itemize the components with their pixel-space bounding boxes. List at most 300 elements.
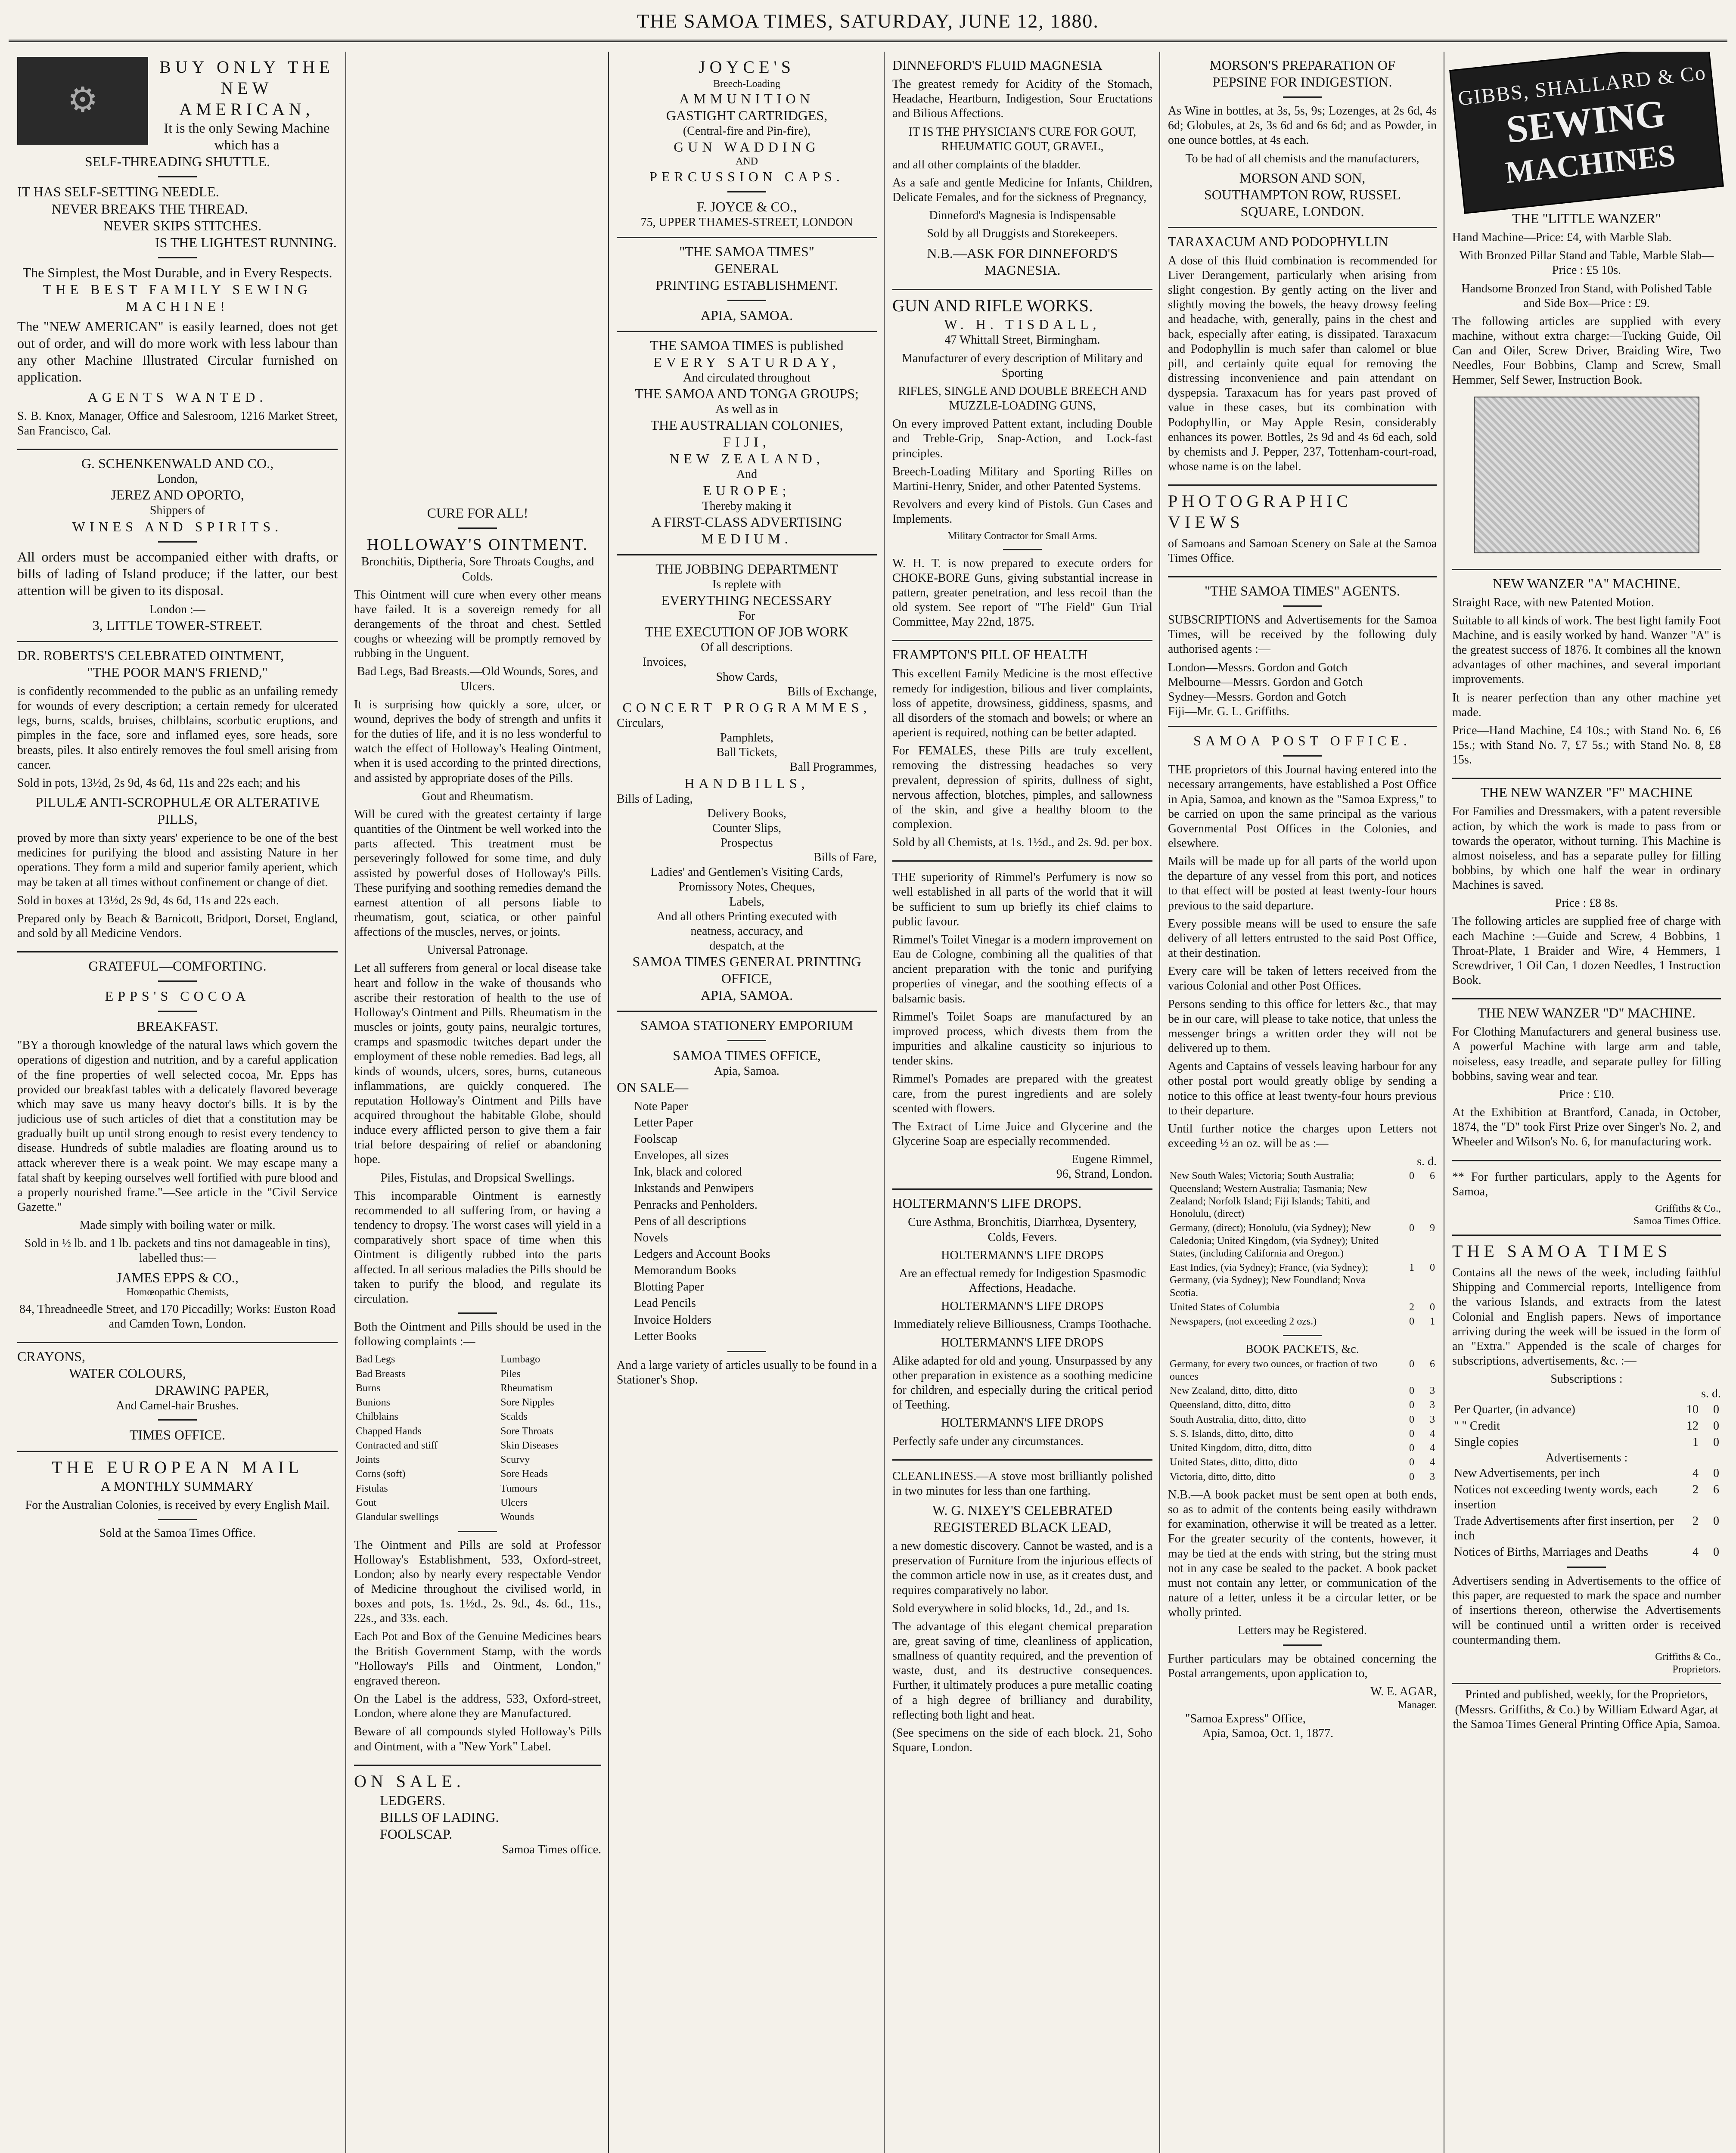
table-row — [354, 1353, 601, 1367]
mail-title: THE EUROPEAN MAIL — [52, 1457, 303, 1477]
post-p2: Mails will be made up for all parts of the world upon the departure of any vessel from this port, and notices to that effect will be posted at least twenty-four hours previous to the said departure. — [1168, 855, 1437, 912]
post-p1: THE proprietors of this Journal having entered into the necessary arrangements, have established a Post Office in Apia, Samoa, and known as the "Samoa Express," to be carried on upon the same principal as the various Governmental Post Offices in the Colonies, and elsewhere. — [1168, 763, 1437, 850]
agents-ad — [1168, 577, 1437, 727]
holloway-ad — [354, 499, 601, 1766]
holloway-universal: Universal Patronage. — [427, 943, 528, 957]
gun-address: 47 Whittall Street, Birmingham. — [944, 333, 1100, 347]
ad-s: 4 — [1693, 1467, 1699, 1480]
complaint-cell: Gout — [356, 1497, 376, 1509]
holtermann-h5: HOLTERMANN'S LIFE DROPS — [941, 1416, 1104, 1430]
joyce-cartridges: GASTIGHT CARTRIDGES, — [666, 108, 828, 124]
joyce-caps: PERCUSSION CAPS. — [649, 168, 844, 184]
job-line: Bills of Exchange, — [787, 685, 877, 698]
photo-title: PHOTOGRAPHIC VIEWS — [1168, 491, 1353, 532]
post-p3: Every possible means will be used to ensure the safe delivery of all letters entrusted to the said Post Office, at their destination. — [1168, 917, 1437, 960]
morson-addr1: SOUTHAMPTON ROW, RUSSEL — [1204, 186, 1401, 202]
gun-name: W. H. TISDALL, — [944, 316, 1101, 332]
morson-p2: To be had of all chemists and the manufacturers, — [1185, 152, 1419, 165]
rate-dest: Germany, (direct); Honolulu, (via Sydney); New Caledonia; United Kingdom, (via Sydney); United States, (including California and Oregon.) — [1170, 1222, 1379, 1259]
table-row — [1452, 1402, 1721, 1418]
complaint-cell: Lumbago — [500, 1354, 540, 1365]
roberts-prepared: Prepared only by Beach & Barnicott, Bridport, Dorset, England, and sold by all Medicine Vendors. — [17, 912, 338, 940]
sewing-machine-engraving — [1474, 397, 1699, 553]
rate-d: 4 — [1430, 1457, 1435, 1468]
american-line2: SELF-THREADING SHUTTLE. — [84, 154, 270, 170]
complaint-cell: Sore Nipples — [500, 1397, 554, 1408]
on-sale-title: ON SALE. — [354, 1771, 465, 1791]
job-line: Counter Slips, — [712, 821, 782, 835]
joyce-ad — [617, 52, 877, 238]
rimmel-sig: Eugene Rimmel, — [1071, 1153, 1152, 1166]
times-title: THE SAMOA TIMES — [1452, 1241, 1672, 1261]
complaints-table — [354, 1353, 601, 1524]
epps-made: Made simply with boiling water or milk. — [79, 1219, 276, 1232]
d-p1: For Clothing Manufacturers and general business use. A powerful Machine with large arm and table, noiseless, easy treadle, and separate pulley for filling bobbins, saving wear and tear. — [1452, 1025, 1721, 1083]
pub-line: MEDIUM. — [701, 530, 792, 546]
table-row — [354, 1410, 601, 1424]
pub-line: THE AUSTRALIAN COLONIES, — [650, 417, 843, 433]
job-line: THE EXECUTION OF JOB WORK — [645, 624, 849, 640]
rimmel-p5: The Extract of Lime Juice and Glycerine and the Glycerine Soap are especially recommended. — [892, 1120, 1152, 1148]
job-line: Invoices, — [643, 655, 686, 669]
gun-p7: W. H. T. is now prepared to execute orders for CHOKE-BORE Guns, giving substantial increase in pattern, greater penetration, and less recoil than the old system. See report of "The Field" Gun Trial Committee, May 22nd, 1875. — [892, 556, 1152, 629]
crayons-office: TIMES OFFICE. — [129, 1427, 226, 1443]
table-row — [1168, 1455, 1437, 1470]
emporium-list — [617, 1098, 877, 1345]
dinneford-ad — [892, 52, 1152, 290]
ad-item: Notices of Births, Marriages and Deaths — [1454, 1545, 1648, 1559]
divider — [158, 980, 197, 982]
imprint: Printed and published, weekly, for the Proprietors, (Messrs. Griffiths, & Co.) by William Edward Agar, at the Samoa Times General Printing Office Apia, Samoa. — [1453, 1688, 1720, 1731]
ad-d: 0 — [1713, 1467, 1719, 1480]
rate-d: 4 — [1430, 1428, 1435, 1439]
job-line: Delivery Books, — [707, 807, 786, 820]
post-manager: Manager. — [1398, 1700, 1437, 1711]
divider — [458, 1312, 497, 1314]
subscription-table — [1452, 1402, 1721, 1451]
job-line: Promissory Notes, Cheques, — [678, 880, 815, 894]
nixey-ad — [892, 1461, 1152, 1766]
ad-d: 0 — [1713, 1545, 1719, 1559]
complaint-cell: Contracted and stiff — [356, 1439, 438, 1451]
rimmel-p1: THE superiority of Rimmel's Perfumery is now so well established in all parts of the world that it will be sufficient to sum up briefly its chief claims to public favour. — [892, 871, 1152, 928]
holtermann-p2: Are an effectual remedy for Indigestion Spasmodic Affections, Headache. — [899, 1266, 1146, 1295]
divider — [1283, 755, 1322, 757]
complaint-cell: Bunions — [356, 1397, 391, 1408]
post-date: Apia, Samoa, Oct. 1, 1877. — [1202, 1727, 1334, 1740]
divider — [158, 257, 197, 258]
job-line: Labels, — [729, 895, 764, 909]
rate-d: 3 — [1430, 1385, 1435, 1397]
holloway-cure: CURE FOR ALL! — [427, 505, 528, 521]
nixey-p2: a new domestic discovery. Cannot be wasted, and is a preservation of Furniture from the injurious effects of the common article now in use, as it creates dust, and requires comparatively no labor. — [892, 1539, 1152, 1597]
complaint-cell: Bad Legs — [356, 1354, 395, 1365]
sewing-machine-illustration — [17, 57, 148, 145]
column-3 — [608, 52, 885, 2153]
table-row — [354, 1439, 601, 1453]
mail-sold: Sold at the Samoa Times Office. — [99, 1526, 256, 1540]
divider — [458, 1531, 497, 1532]
divider — [1283, 605, 1322, 607]
gun-p1: Manufacturer of every description of Military and Sporting — [902, 351, 1143, 380]
holloway-title: HOLLOWAY'S OINTMENT. — [366, 536, 589, 554]
pub-line: A FIRST-CLASS ADVERTISING — [651, 514, 842, 530]
nixey-title1: W. G. NIXEY'S CELEBRATED — [932, 1502, 1112, 1518]
schenkenwald-address: 3, LITTLE TOWER-STREET. — [92, 617, 263, 633]
list-item: Lead Pencils — [634, 1297, 696, 1310]
dinneford-p1: The greatest remedy for Acidity of the Stomach, Headache, Heartburn, Indigestion, Sour Eructations and Bilious Affections. — [892, 78, 1152, 121]
little-p3: Handsome Bronzed Iron Stand, with Polished Table and Side Box—Price : £9. — [1461, 282, 1712, 310]
nixey-p5: (See specimens on the side of each block. 21, Soho Square, London. — [892, 1726, 1152, 1755]
job-line: Prospectus — [720, 836, 773, 850]
dinneford-p3: and all other complaints of the bladder. — [892, 158, 1081, 171]
frampton-ad — [892, 641, 1152, 862]
rate-s: 0 — [1409, 1457, 1414, 1468]
roberts-body2: proved by more than sixty years' experience to be one of the best medicines for purifying the blood and assisting Nature in her operations. They form a mild and superior family aperient, which may be taken at all times without confinement or change of diet. — [17, 831, 338, 889]
table-row — [1452, 1465, 1721, 1482]
job-line: Ball Programmes, — [789, 760, 877, 774]
crayons-ad — [17, 1343, 338, 1452]
job-line: THE JOBBING DEPARTMENT — [655, 561, 838, 577]
post-registered: Letters may be Registered. — [1237, 1624, 1367, 1638]
logo-line2: SEWING — [1504, 92, 1668, 152]
rate-s: 0 — [1409, 1414, 1414, 1425]
jobbing-department-ad — [617, 555, 877, 1012]
complaint-cell: Burns — [356, 1382, 381, 1394]
table-row — [1168, 1221, 1437, 1261]
morson-ad — [1168, 52, 1437, 228]
sub-item: Single copies — [1454, 1435, 1519, 1449]
table-row — [1168, 1384, 1437, 1398]
wanzer-f-ad — [1452, 779, 1721, 999]
complaint-cell: Tumours — [500, 1483, 537, 1494]
epps-body: "BY a thorough knowledge of the natural laws which govern the operations of digestion and nutrition, and by a careful application of the fine properties of well selected cocoa, Mr. Epps has provided our breakfast tables with a delicately flavored beverage which may save us many heavy doctor's bills. It is by the judicious use of such articles of diet that a constitution may be gradually built up until strong enough to resist every tendency to disease. Hundreds of subtle maladies are floating around us to attack wherever there is a weak point. We may escape many a fatal shaft by keeping ourselves well fortified with pure blood and a properly nourished frame."—See article in the "Civil Service Gazette." — [17, 1039, 338, 1214]
list-item: Novels — [634, 1231, 668, 1244]
sub-item: Per Quarter, (in advance) — [1454, 1402, 1575, 1416]
little-p4: The following articles are supplied with every machine, without extra charge:—Tucking Guide, Oil Can and Oiler, Screw Driver, Braiding Wire, Two Needles, Four Bobbins, Clamp and Screw, Small Hemmer, Self Sewer, Instruction Book. — [1452, 314, 1721, 387]
joyce-ammunition: AMMUNITION — [679, 91, 814, 107]
post-p6: Agents and Captains of vessels leaving harbour for any other postal port would greatly oblige by sending a notice to this office at least twenty-four hours previous to their departure. — [1168, 1060, 1437, 1117]
epps-breakfast: BREAKFAST. — [137, 1018, 218, 1034]
epps-cocoa-ad — [17, 952, 338, 1343]
ad-item: Trade Advertisements after first insertion, per inch — [1454, 1514, 1674, 1542]
crayons-l3: DRAWING PAPER, — [155, 1382, 269, 1398]
american-knox: S. B. Knox, Manager, Office and Salesroom, 1216 Market Street, San Francisco, Cal. — [17, 409, 338, 438]
rate-d: 9 — [1430, 1222, 1435, 1234]
ad-s: 2 — [1693, 1483, 1699, 1497]
list-item: Inkstands and Penwipers — [634, 1182, 754, 1195]
roberts-subtitle: "THE POOR MAN'S FRIEND," — [87, 664, 268, 680]
pub-line: NEW ZEALAND, — [669, 451, 824, 467]
holloway-p5: This incomparable Ointment is earnestly recommended to all suffering from, or having a tendency to dropsy. The worst cases will yield in a comparatively short space of time when this Ointment is diligently rubbed into the parts affected. In all serious maladies the Pills should be taken to purify the blood, and regulate its circulation. — [354, 1189, 601, 1306]
pub-line: THE SAMOA AND TONGA GROUPS; — [635, 386, 859, 402]
list-item: Envelopes, all sizes — [634, 1149, 729, 1163]
job-line: Is replete with — [712, 577, 782, 591]
crayons-l4: And Camel-hair Brushes. — [116, 1399, 239, 1413]
epps-grateful: GRATEFUL—COMFORTING. — [88, 958, 267, 974]
list-item: Foolscap — [634, 1132, 678, 1146]
american-body: The "NEW AMERICAN" is easily learned, does not get out of order, and will do more work with less labour than any other Machine Illustrated Circular furnished on application. — [17, 318, 338, 385]
table-row — [1168, 1413, 1437, 1427]
joyce-address: 75, UPPER THAMES-STREET, LONDON — [640, 215, 853, 229]
rimmel-p4: Rimmel's Pomades are prepared with the greatest care, from the purest ingredients and are solely scented with flowers. — [892, 1072, 1152, 1115]
table-row — [1452, 1544, 1721, 1560]
d-title: THE NEW WANZER "D" MACHINE. — [1478, 1005, 1696, 1021]
american-simplest: The Simplest, the Most Durable, and in Every Respects. — [22, 264, 332, 280]
little-p1: Hand Machine—Price: £4, with Marble Slab. — [1452, 231, 1672, 245]
list-item: Ledgers and Account Books — [634, 1247, 770, 1261]
rate-dest: South Australia, ditto, ditto, ditto — [1170, 1414, 1306, 1425]
rate-s: 0 — [1409, 1358, 1414, 1370]
gun-p5: Revolvers and every kind of Pistols. Gun Cases and Implements. — [892, 498, 1152, 526]
job-line: Pamphlets, — [720, 731, 773, 745]
holtermann-title: HOLTERMANN'S LIFE DROPS. — [892, 1195, 1082, 1211]
printing-establishment-ad — [617, 238, 877, 332]
roberts-title: DR. ROBERTS'S CELEBRATED OINTMENT, — [17, 647, 284, 663]
epps-company: JAMES EPPS & CO., — [116, 1269, 239, 1285]
job-line: Bills of Fare, — [814, 851, 877, 865]
table-row — [1168, 1300, 1437, 1315]
joyce-and: AND — [736, 156, 758, 168]
holloway-both: Both the Ointment and Pills should be used in the following complaints :— — [354, 1320, 601, 1349]
job-line: SAMOA TIMES GENERAL PRINTING — [632, 954, 861, 970]
rate-d: 6 — [1430, 1358, 1435, 1370]
taraxacum-ad — [1168, 228, 1437, 486]
printing-l3: PRINTING ESTABLISHMENT. — [655, 277, 838, 293]
post-p4: Every care will be taken of letters received from the various Colonial and other Post Offices. — [1168, 965, 1437, 993]
on-sale-item: FOOLSCAP. — [380, 1826, 453, 1842]
job-line: CONCERT PROGRAMMES, — [622, 699, 871, 715]
nixey-p1: CLEANLINESS.—A stove most brilliantly polished in two minutes for less than one farthing. — [892, 1469, 1152, 1498]
post-office-name: "Samoa Express" Office, — [1185, 1712, 1306, 1726]
emporium-onsale: ON SALE— — [617, 1079, 689, 1095]
rate-dest: Germany, for every two ounces, or fraction of two ounces — [1170, 1358, 1378, 1382]
divider — [158, 541, 197, 543]
american-best: THE BEST FAMILY SEWING MACHINE! — [43, 281, 312, 314]
job-line: And all others Printing executed with — [656, 909, 837, 923]
emporium-office: SAMOA TIMES OFFICE, — [673, 1048, 821, 1064]
sub-d: 0 — [1713, 1435, 1719, 1449]
schenkenwald-shippers: Shippers of — [149, 504, 205, 518]
rate-dest: Queensland, ditto, ditto, ditto — [1170, 1399, 1291, 1411]
american-feature4: IS THE LIGHTEST RUNNING. — [155, 234, 337, 250]
rate-dest: United States, ditto, ditto, ditto — [1170, 1457, 1298, 1468]
a-p4: Price—Hand Machine, £4 10s.; with Stand No. 6, £6 15s.; with Stand No. 7, £7 5s.; with Stand No. 8, £8 15s. — [1452, 723, 1721, 767]
morson-firm: MORSON AND SON, — [1239, 170, 1366, 186]
pub-line: As well as in — [715, 403, 778, 416]
rimmel-p2: Rimmel's Toilet Vinegar is a modern improvement on Eau de Cologne, combining all the qualities of that ancient preparation with the tonic and purifying properties of vinegar, and the soothing effects of a balsamic basis. — [892, 933, 1152, 1005]
pub-line: EUROPE; — [703, 482, 791, 498]
holloway-p1: This Ointment will cure when every other means have failed. It is a sovereign remedy for all derangements of the throat and chest. Settled coughs or wheezing will be promptly removed by rubbing in the Unguent. — [354, 588, 601, 661]
gun-p3: On every improved Pattent extant, including Double and Treble-Grip, Snap-Action, and Lock-fast principles. — [892, 417, 1152, 460]
rate-dest: Victoria, ditto, ditto, ditto — [1170, 1471, 1276, 1483]
rates-header: s. d. — [1417, 1155, 1437, 1169]
morson-title1: MORSON'S PREPARATION OF — [1209, 57, 1395, 73]
divider — [727, 1351, 766, 1352]
rate-d: 0 — [1430, 1301, 1435, 1313]
complaint-cell: Corns (soft) — [356, 1468, 406, 1480]
roberts-sold2: Sold in boxes at 13½d, 2s 9d, 4s 6d, 11s and 22s each. — [17, 893, 279, 907]
morson-title2: PEPSINE FOR INDIGESTION. — [1212, 74, 1392, 90]
list-item: Memorandum Books — [634, 1264, 736, 1278]
emporium-title: SAMOA STATIONERY EMPORIUM — [640, 1018, 854, 1033]
little-wanzer-ad — [1452, 205, 1721, 570]
holtermann-p3: Immediately relieve Billiousness, Cramps Toothache. — [893, 1318, 1152, 1331]
list-item: Ink, black and colored — [634, 1165, 742, 1179]
a-p3: It is nearer perfection than any other machine yet made. — [1452, 691, 1721, 719]
job-line: Circulars, — [617, 716, 664, 730]
complaint-cell: Sore Throats — [500, 1425, 553, 1437]
holloway-gout: Gout and Rheumatism. — [422, 789, 534, 803]
rate-dest: United Kingdom, ditto, ditto, ditto — [1170, 1443, 1312, 1454]
holloway-p3: Will be cured with the greatest certainty if large quantities of the Ointment be well worked into the parts affected. This treatment must be perseveringly followed for some time, and duly assisted by powerful doses of Holloway's Pills. These purifying and soothing remedies demand the earnest attention of all persons liable to rheumatism, gout, sciatica, or other painful affections of the muscles, nerves, or joints. — [354, 807, 601, 939]
column-5 — [1159, 52, 1444, 2153]
holloway-p8: On the Label is the address, 533, Oxford-street, London, where alone they are Manufactured. — [354, 1692, 601, 1721]
agents-title: "THE SAMOA TIMES" AGENTS. — [1204, 583, 1400, 599]
sub-item: " " Credit — [1454, 1419, 1500, 1433]
dinneford-p7: N.B.—ASK FOR DINNEFORD'S MAGNESIA. — [927, 245, 1118, 278]
table-row — [354, 1424, 601, 1439]
joyce-name: JOYCE'S — [699, 57, 795, 77]
book-rates-table — [1168, 1357, 1437, 1484]
post-office-ad — [1168, 727, 1437, 1748]
sub-d: 0 — [1713, 1402, 1719, 1416]
further-sig2: Samoa Times Office. — [1634, 1216, 1721, 1227]
list-item: Letter Books — [634, 1329, 697, 1343]
schenkenwald-body: All orders must be accompanied either with drafts, or bills of lading of Island produce; if the latter, our best attention will be given to its disposal. — [17, 549, 338, 598]
f-title: THE NEW WANZER "F" MACHINE — [1480, 785, 1693, 800]
table-row — [1168, 1169, 1437, 1221]
a-p2: Suitable to all kinds of work. The best light family Foot Machine, and is easily worked by hand. Wanzer "A" is the greatest success of 1876. It combines all the known advantages of other machines, and several important improvements. — [1452, 614, 1721, 686]
rate-d: 6 — [1430, 1170, 1435, 1182]
complaint-cell: Skin Diseases — [500, 1439, 559, 1451]
job-line: Of all descriptions. — [701, 641, 793, 655]
roberts-sold: Sold in pots, 13½d, 2s 9d, 4s 6d, 11s and 22s each; and his — [17, 776, 300, 790]
pub-line: EVERY SATURDAY, — [653, 354, 840, 370]
rate-dest: United States of Columbia — [1170, 1301, 1280, 1313]
epps-sold: Sold in ½ lb. and 1 lb. packets and tins not damageable in tins), labelled thus:— — [25, 1237, 330, 1265]
dinneford-p4: As a safe and gentle Medicine for Infants, Children, Delicate Females, and for the sickness of Pregnancy, — [892, 176, 1152, 205]
holloway-beware: Beware of all compounds styled Holloway's Pills and Ointment, with a "New York" Label. — [354, 1725, 601, 1753]
further-sig1: Griffiths & Co., — [1655, 1203, 1721, 1214]
rate-d: 3 — [1430, 1471, 1435, 1483]
agent-line: London—Messrs. Gordon and Gotch — [1168, 661, 1348, 674]
rate-d: 0 — [1430, 1262, 1435, 1274]
complaint-cell: Wounds — [500, 1511, 534, 1523]
job-line: For — [738, 609, 755, 623]
schenkenwald-ad — [17, 450, 338, 642]
frampton-p3: Sold by all Chemists, at 1s. 1½d., and 2s. 9d. per box. — [892, 836, 1152, 850]
rate-s: 0 — [1409, 1316, 1414, 1328]
rate-dest: Newspapers, (not exceeding 2 ozs.) — [1170, 1316, 1317, 1328]
rate-d: 1 — [1430, 1316, 1435, 1328]
holloway-p2: It is surprising how quickly a sore, ulcer, or wound, deprives the body of strength and unfits it for the duties of life, and it is no less wonderful to watch the effect of Holloway's Healing Ointment, when it is used according to the printed directions, and assisted by appropriate doses of the Pills. — [354, 698, 601, 785]
table-row — [354, 1381, 601, 1396]
complaint-cell: Bad Breasts — [356, 1368, 406, 1380]
frampton-p2: For FEMALES, these Pills are truly excellent, removing the distressing headaches so very prevalent, depression of spirits, dullness of sight, nervous affection, blotches, pimples, and sallowness of the skin, and give a healthy bloom to the complexion. — [892, 744, 1152, 831]
times-subs: Subscriptions : — [1550, 1372, 1623, 1386]
sub-s: 12 — [1686, 1419, 1699, 1433]
rate-s: 0 — [1409, 1399, 1414, 1411]
table-row — [354, 1496, 601, 1510]
on-sale-item: LEDGERS. — [380, 1792, 445, 1808]
complaint-cell: Rheumatism — [500, 1382, 553, 1394]
complaint-cell: Scurvy — [500, 1454, 530, 1466]
nixey-p3: Sold everywhere in solid blocks, 1d., 2d., and 1s. — [892, 1601, 1130, 1615]
taraxacum-p1: A dose of this fluid combination is recommended for Liver Derangement, particularly when arising from slight congestion. By gently acting on the liver and slightly moving the bowels, the heavy drowsy feeling and headache, with, generally, pains in the chest and back, especially after eating, is dissipated. Taraxacum and Podophyllin is much safer than calomel or blue pill, and certainly quite equal for removing the distressing inconvenience and pain attendant on dyspepsia. Taraxacum has for years past proved of value in these cases, but its combination with Podophyllin, or May Apple Resin, considerably enhances its power. Bottles, 2s 9d and 4s 6d each, sold by chemists and J. Pepper, 237, Tottenham-court-road, whose name is on the label. — [1168, 254, 1437, 473]
divider — [727, 191, 766, 192]
holtermann-ad — [892, 1190, 1152, 1460]
epps-address: 84, Threadneedle Street, and 170 Piccadilly; Works: Euston Road and Camden Town, London. — [19, 1302, 335, 1331]
column-1 — [9, 52, 345, 2153]
pub-line: And — [736, 468, 758, 481]
pub-line: THE SAMOA TIMES is published — [650, 337, 844, 353]
mail-summary: A MONTHLY SUMMARY — [100, 1478, 255, 1494]
on-sale-item: BILLS OF LADING. — [380, 1809, 499, 1825]
job-line: neatness, accuracy, and — [690, 924, 803, 938]
rate-s: 0 — [1409, 1385, 1414, 1397]
frampton-title: FRAMPTON'S PILL OF HEALTH — [892, 647, 1088, 663]
dinneford-title: DINNEFORD'S FLUID MAGNESIA — [892, 57, 1102, 73]
rate-s: 0 — [1409, 1170, 1414, 1182]
list-item: Invoice Holders — [634, 1313, 711, 1327]
holloway-p4: Let all sufferers from general or local disease take heart and follow in the wake of thousands who ascribe their restoration of health to the use of Holloway's Ointment and Pills. Rheumatism in the muscles or joints, gouty pains, neuralgic tortures, cramps and spasmodic twitches depart under the employment of these noble remedies. Bad legs, all kinds of wounds, ulcers, sores, burns, cutaneous inflammations, are quickly conquered. The reputation Holloway's Ointment and Pills have acquired throughout the habitable Globe, should induce every afflicted person to give them a fair trial before despairing of relief or abandoning hope. — [354, 962, 601, 1166]
f-p1: For Families and Dressmakers, with a patent reversible action, by which the work is made to pass from or towards the operator, without turning. This Machine is almost noiseless, and has a separate pulley for filling bobbins, by which one half the wear in ordinary Machines is saved. — [1452, 805, 1721, 892]
table-row — [1452, 1482, 1721, 1513]
table-row — [354, 1396, 601, 1410]
crayons-l1: CRAYONS, — [17, 1349, 85, 1365]
joyce-breech: Breech-Loading — [713, 78, 780, 90]
rimmel-p3: Rimmel's Toilet Soaps are manufactured by an improved process, which divests them from the impurities and alkaline causticity so injurious to tender skins. — [892, 1010, 1152, 1068]
times-ads: Advertisements : — [1545, 1451, 1628, 1465]
rate-dest: East Indies, (via Sydney); France, (via Sydney); Germany, (via Sydney); New Foundland; Nova Scotia. — [1170, 1262, 1369, 1299]
holloway-piles: Piles, Fistulas, and Dropsical Swellings. — [380, 1171, 575, 1185]
rate-d: 3 — [1430, 1399, 1435, 1411]
holloway-legs: Bad Legs, Bad Breasts.—Old Wounds, Sores, and Ulcers. — [357, 665, 599, 693]
table-row — [1168, 1315, 1437, 1329]
publication-ad — [617, 332, 877, 555]
pub-line: Thereby making it — [702, 499, 792, 513]
schenkenwald-product: WINES AND SPIRITS. — [72, 518, 283, 534]
divider — [1283, 1644, 1322, 1646]
printing-l2: GENERAL — [714, 260, 779, 276]
holloway-p6: The Ointment and Pills are sold at Professor Holloway's Establishment, 533, Oxford-street, London; also by nearly every respectable Vendor of Medicine throughout the civilised world, in boxes and pots, 1s. 1½d., 2s. 9d., 4s. 6d., 11s., 22s., and 33s. each. — [354, 1538, 601, 1626]
table-row — [1452, 1418, 1721, 1434]
european-mail-ad — [17, 1452, 338, 1548]
job-line: EVERYTHING NECESSARY — [661, 593, 832, 608]
post-p8: N.B.—A book packet must be sent open at both ends, so as to admit of the contents being easily withdrawn for examination, otherwise it will be treated as a letter. For the greater security of the contents, however, it may be tied at the ends with string, but the string must not in any case be sealed to the packet. A book packet must not contain any letter, or communication of the nature of a letter, unless it be a circular letter, or be wholly printed. — [1168, 1488, 1437, 1619]
d-price: Price : £10. — [1559, 1087, 1615, 1101]
holtermann-p5: Perfectly safe under any circumstances. — [892, 1434, 1084, 1448]
job-line: APIA, SAMOA. — [700, 987, 793, 1003]
little-p2: With Bronzed Pillar Stand and Table, Marble Slab—Price : £5 10s. — [1459, 249, 1714, 277]
agent-line: Fiji—Mr. G. L. Griffiths. — [1168, 705, 1289, 719]
holtermann-h2: HOLTERMANN'S LIFE DROPS — [941, 1248, 1104, 1262]
rate-dest: New South Wales; Victoria; South Australia; Queensland; Western Australia; Tasmania; New Zealand; Norfolk Island; Fiji Islands; Tahiti, and Honolulu, (direct) — [1170, 1170, 1370, 1220]
agent-line: Melbourne—Messrs. Gordon and Gotch — [1168, 675, 1363, 689]
dinneford-p2: IT IS THE PHYSICIAN'S CURE FOR GOUT, RHEUMATIC GOUT, GRAVEL, — [908, 125, 1137, 153]
times-sd: s. d. — [1701, 1387, 1721, 1401]
divider — [1003, 549, 1042, 550]
list-item: Note Paper — [634, 1099, 688, 1113]
job-line: Ladies' and Gentlemen's Visiting Cards, — [650, 866, 843, 879]
sub-s: 1 — [1693, 1435, 1699, 1449]
gun-p4: Breech-Loading Military and Sporting Rifles on Martini-Henry, Snider, and other Patented Systems. — [892, 465, 1152, 493]
schenkenwald-city: London, — [157, 472, 198, 486]
sewing-machines-logo — [1449, 52, 1724, 214]
advertisement-table — [1452, 1465, 1721, 1560]
further-p1: ** For further particulars, apply to the Agents for Samoa, — [1452, 1170, 1721, 1198]
